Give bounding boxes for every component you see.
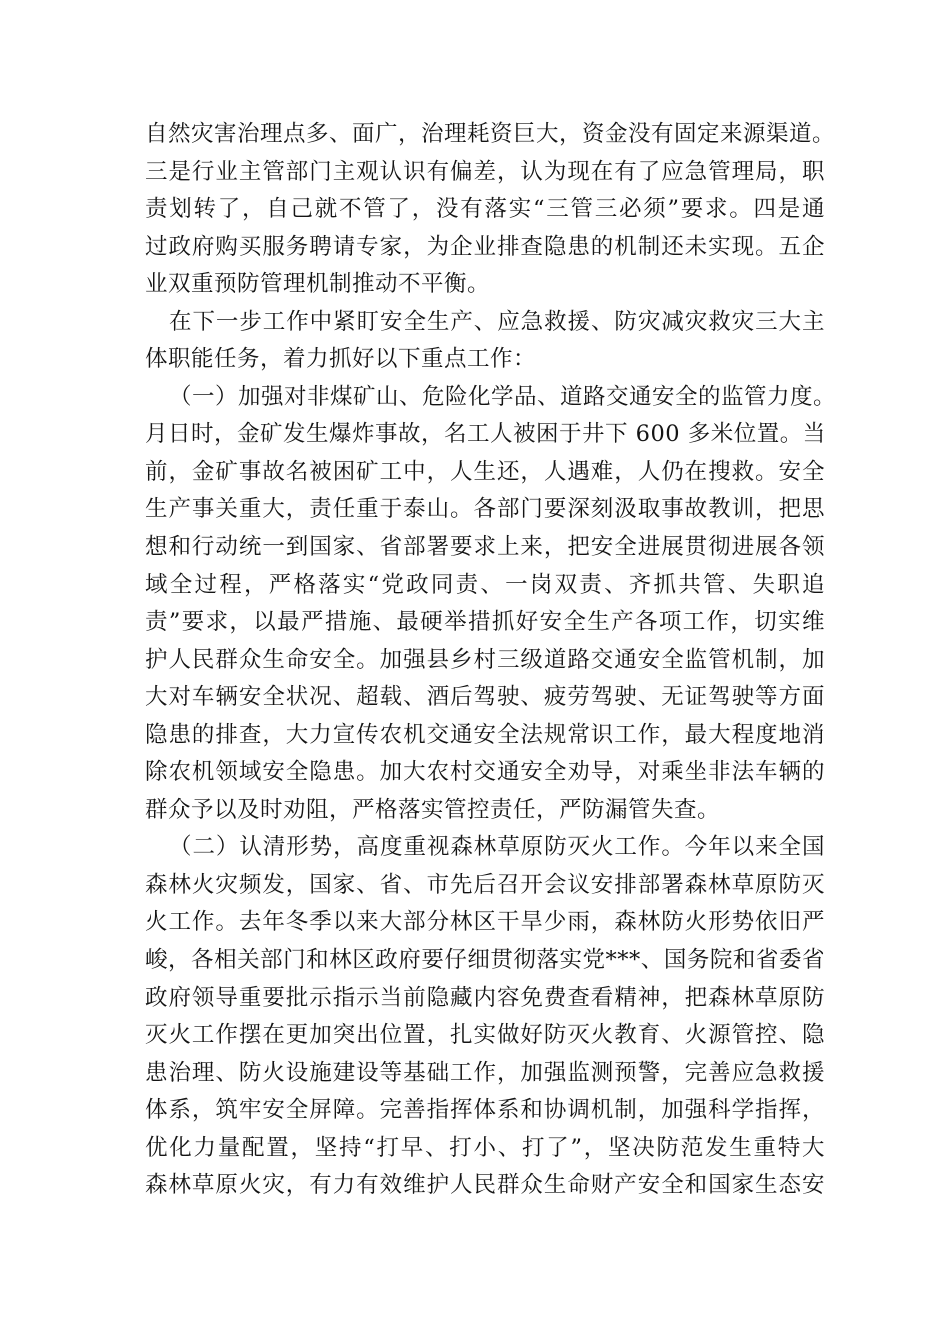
text-line-6: 在下一步工作中紧盯安全生产、应急救援、防灾减灾救灾三大主 bbox=[169, 308, 825, 335]
text-line-2: 三是行业主管部门主观认识有偏差，认为现在有了应急管理局，职 bbox=[145, 158, 825, 185]
text-line-29: 森林草原火灾，有力有效维护人民群众生命财产安全和国家生态安 bbox=[145, 1172, 825, 1199]
document-body bbox=[145, 116, 837, 1205]
text-line-27: 体系，筑牢安全屏障。完善指挥体系和协调机制，加强科学指挥， bbox=[145, 1097, 825, 1124]
text-line-4: 过政府购买服务聘请专家，为企业排查隐患的机制还未实现。五企 bbox=[145, 233, 825, 260]
text-line-10: 前，金矿事故名被困矿工中，人生还，人遇难，人仍在搜救。安全 bbox=[145, 458, 825, 485]
text-line-24: 政府领导重要批示指示当前隐藏内容免费查看精神，把森林草原防 bbox=[145, 984, 825, 1011]
text-line-1: 自然灾害治理点多、面广，治理耗资巨大，资金没有固定来源渠道。 bbox=[145, 121, 836, 147]
text-line-3: 责划转了，自己就不管了，没有落实“三管三必须”要求。四是通 bbox=[145, 196, 825, 223]
text-line-18: 除农机领域安全隐患。加大农村交通安全劝导，对乘坐非法车辆的 bbox=[145, 759, 825, 786]
text-line-9: 月日时，金矿发生爆炸事故，名工人被困于井下 600 多米位置。当 bbox=[145, 421, 826, 448]
text-line-23: 峻，各相关部门和林区政府要仔细贯彻落实党***、国务院和省委省 bbox=[145, 947, 825, 974]
text-line-13: 域全过程，严格落实“党政同责、一岗双责、齐抓共管、失职追 bbox=[145, 571, 825, 598]
text-line-7: 体职能任务，着力抓好以下重点工作： bbox=[145, 346, 537, 373]
text-line-16: 大对车辆安全状况、超载、酒后驾驶、疲劳驾驶、无证驾驶等方面 bbox=[145, 684, 825, 711]
text-line-5: 业双重预防管理机制推动不平衡。 bbox=[145, 271, 491, 298]
text-line-12: 想和行动统一到国家、省部署要求上来，把安全进展贯彻进展各领 bbox=[145, 534, 825, 561]
text-line-14: 责”要求，以最严措施、最硬举措抓好安全生产各项工作，切实维 bbox=[145, 609, 825, 636]
text-line-15: 护人民群众生命安全。加强县乡村三级道路交通安全监管机制，加 bbox=[145, 646, 825, 673]
text-line-26: 患治理、防火设施建设等基础工作，加强监测预警，完善应急救援 bbox=[145, 1059, 825, 1086]
text-line-20: （二）认清形势，高度重视森林草原防灭火工作。今年以来全国 bbox=[169, 834, 825, 861]
text-line-22: 火工作。去年冬季以来大部分林区干旱少雨，森林防火形势依旧严 bbox=[145, 909, 825, 936]
text-line-8: （一）加强对非煤矿山、危险化学品、道路交通安全的监管力度。 bbox=[169, 383, 837, 410]
text-line-11: 生产事关重大，责任重于泰山。各部门要深刻汲取事故教训，把思 bbox=[145, 496, 825, 523]
text-line-25: 灭火工作摆在更加突出位置，扎实做好防灭火教育、火源管控、隐 bbox=[145, 1022, 825, 1049]
text-line-21: 森林火灾频发，国家、省、市先后召开会议安排部署森林草原防灭 bbox=[145, 871, 825, 898]
text-line-17: 隐患的排查，大力宣传农机交通安全法规常识工作，最大程度地消 bbox=[145, 721, 825, 748]
text-line-19: 群众予以及时劝阻，严格落实管控责任，严防漏管失查。 bbox=[145, 796, 721, 823]
text-line-28: 优化力量配置，坚持“打早、打小、打了”，坚决防范发生重特大 bbox=[145, 1134, 825, 1161]
